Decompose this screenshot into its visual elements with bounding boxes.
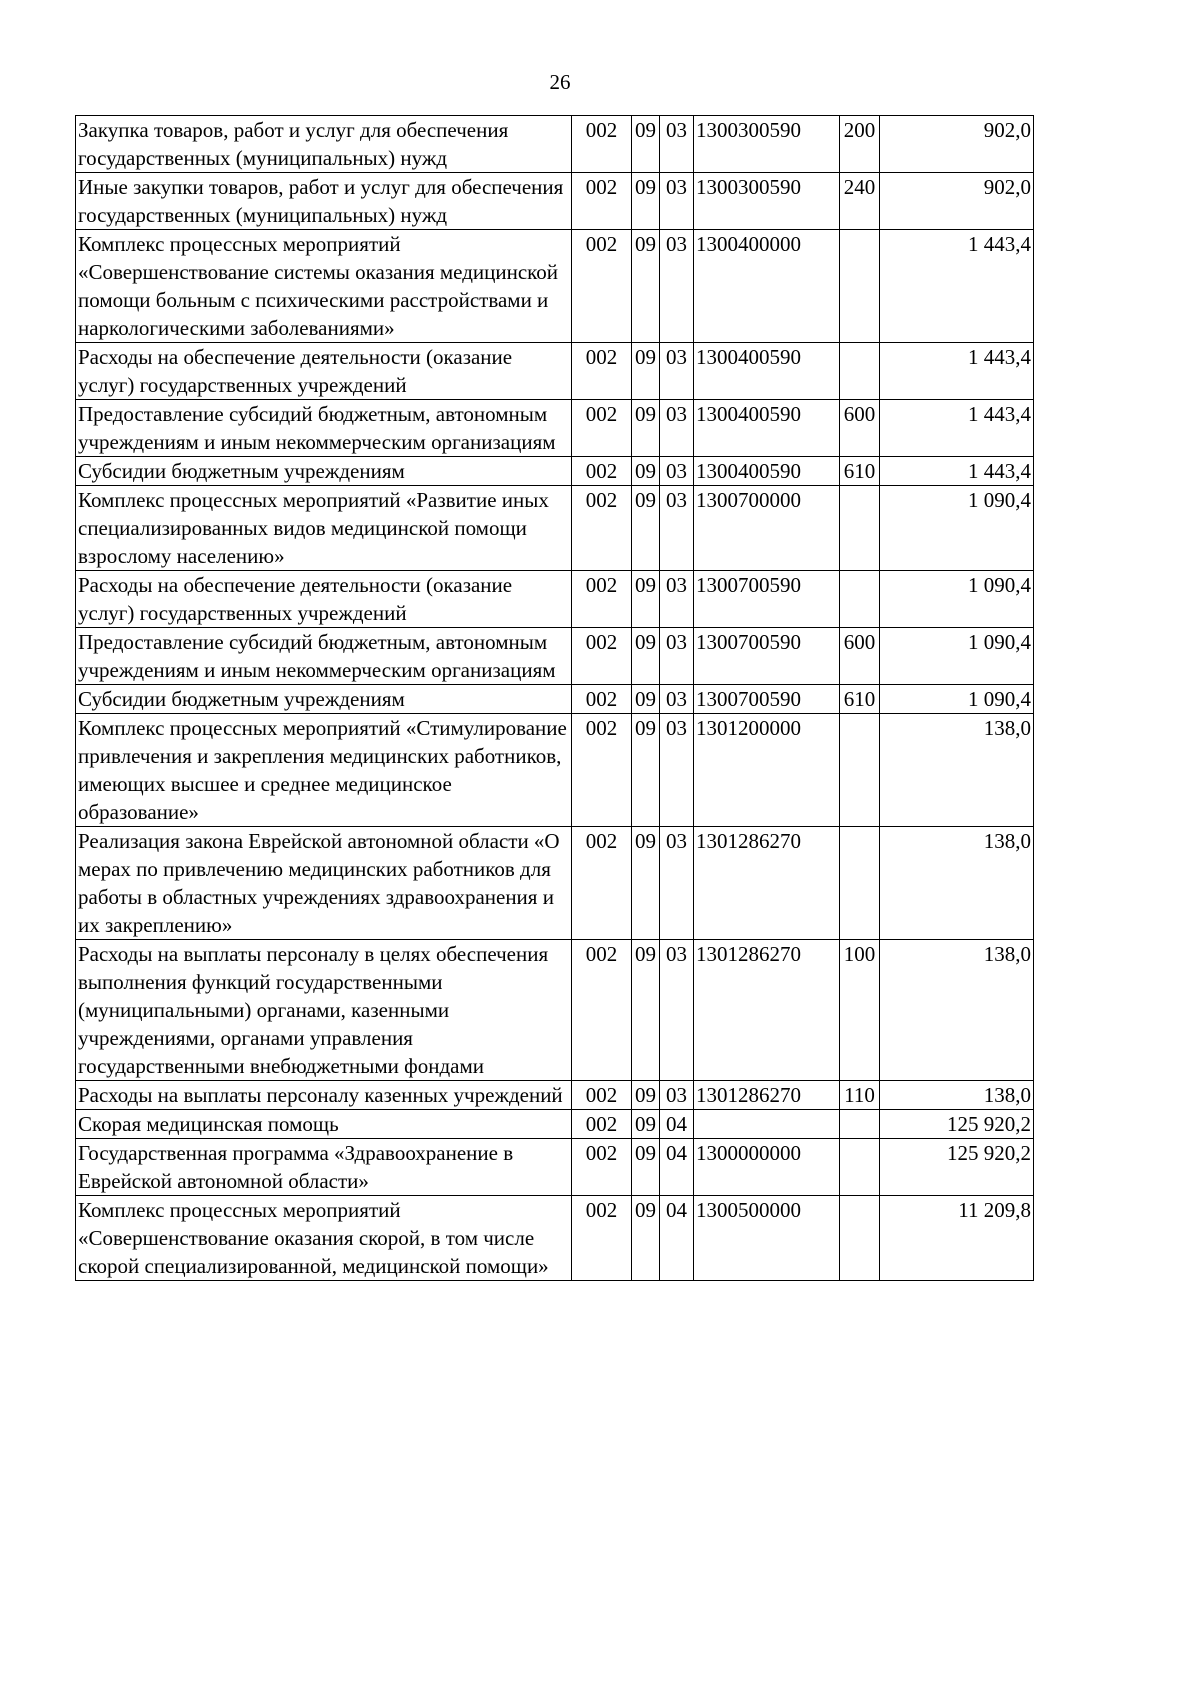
row-name: Предоставление субсидий бюджетным, автономным учреждениям и иным некоммерческим организациям [76,628,572,685]
table-row [76,230,1034,343]
expense-type-code [840,714,880,827]
amount: 1 090,4 [880,486,1034,571]
subsection-code: 03 [660,343,694,400]
table-row [76,628,1034,685]
subsection-code: 03 [660,940,694,1081]
ved-code: 002 [572,1081,632,1110]
target-article-code: 1300400000 [694,230,840,343]
ved-code: 002 [572,400,632,457]
expense-type-code: 600 [840,400,880,457]
amount: 1 443,4 [880,343,1034,400]
target-article-code: 1300700590 [694,685,840,714]
target-article-code: 1300500000 [694,1196,840,1281]
ved-code: 002 [572,685,632,714]
expense-type-code [840,571,880,628]
amount: 138,0 [880,940,1034,1081]
subsection-code: 03 [660,230,694,343]
expense-type-code: 610 [840,457,880,486]
amount: 1 090,4 [880,685,1034,714]
target-article-code: 1300700590 [694,571,840,628]
subsection-code: 03 [660,714,694,827]
ved-code: 002 [572,571,632,628]
section-code: 09 [632,714,660,827]
subsection-code: 03 [660,400,694,457]
ved-code: 002 [572,173,632,230]
amount: 902,0 [880,116,1034,173]
target-article-code: 1301286270 [694,1081,840,1110]
section-code: 09 [632,486,660,571]
target-article-code: 1300300590 [694,116,840,173]
section-code: 09 [632,400,660,457]
section-code: 09 [632,571,660,628]
amount: 1 443,4 [880,457,1034,486]
target-article-code: 1300400590 [694,457,840,486]
budget-table [75,115,1034,1281]
expense-type-code: 600 [840,628,880,685]
target-article-code: 1300400590 [694,343,840,400]
ved-code: 002 [572,1110,632,1139]
target-article-code: 1300300590 [694,173,840,230]
amount: 138,0 [880,1081,1034,1110]
subsection-code: 04 [660,1196,694,1281]
ved-code: 002 [572,827,632,940]
ved-code: 002 [572,116,632,173]
row-name: Комплекс процессных мероприятий «Совершенствование оказания скорой, в том числе скорой специализированной, медицинской помощи» [76,1196,572,1281]
ved-code: 002 [572,628,632,685]
table-row [76,685,1034,714]
subsection-code: 03 [660,457,694,486]
subsection-code: 04 [660,1139,694,1196]
ved-code: 002 [572,343,632,400]
ved-code: 002 [572,714,632,827]
ved-code: 002 [572,457,632,486]
target-article-code: 1301286270 [694,827,840,940]
target-article-code [694,1110,840,1139]
subsection-code: 03 [660,571,694,628]
target-article-code: 1300700000 [694,486,840,571]
table-row [76,1139,1034,1196]
row-name: Субсидии бюджетным учреждениям [76,457,572,486]
row-name: Расходы на выплаты персоналу казенных учреждений [76,1081,572,1110]
expense-type-code [840,1196,880,1281]
amount: 125 920,2 [880,1139,1034,1196]
expense-type-code: 200 [840,116,880,173]
section-code: 09 [632,116,660,173]
section-code: 09 [632,1196,660,1281]
subsection-code: 03 [660,628,694,685]
row-name: Расходы на обеспечение деятельности (оказание услуг) государственных учреждений [76,571,572,628]
expense-type-code [840,486,880,571]
amount: 11 209,8 [880,1196,1034,1281]
table-row [76,940,1034,1081]
expense-type-code [840,827,880,940]
section-code: 09 [632,230,660,343]
table-row [76,1110,1034,1139]
amount: 1 443,4 [880,230,1034,343]
table-row [76,173,1034,230]
table-row [76,400,1034,457]
row-name: Субсидии бюджетным учреждениям [76,685,572,714]
row-name: Скорая медицинская помощь [76,1110,572,1139]
row-name: Расходы на выплаты персоналу в целях обеспечения выполнения функций государственными (муниципальными) органами, казенными учреждениями, органами управления государственными внебюджетными фондами [76,940,572,1081]
target-article-code: 1300700590 [694,628,840,685]
subsection-code: 03 [660,1081,694,1110]
table-row [76,343,1034,400]
ved-code: 002 [572,230,632,343]
section-code: 09 [632,173,660,230]
target-article-code: 1301200000 [694,714,840,827]
row-name: Государственная программа «Здравоохранение в Еврейской автономной области» [76,1139,572,1196]
expense-type-code [840,1110,880,1139]
table-row [76,457,1034,486]
table-row [76,116,1034,173]
amount: 125 920,2 [880,1110,1034,1139]
subsection-code: 03 [660,486,694,571]
row-name: Комплекс процессных мероприятий «Стимулирование привлечения и закрепления медицинских работников, имеющих высшее и среднее медицинское образование» [76,714,572,827]
target-article-code: 1301286270 [694,940,840,1081]
section-code: 09 [632,1110,660,1139]
subsection-code: 04 [660,1110,694,1139]
target-article-code: 1300400590 [694,400,840,457]
row-name: Реализация закона Еврейской автономной области «О мерах по привлечению медицинских работников для работы в областных учреждениях здравоохранения и их закреплению» [76,827,572,940]
row-name: Комплекс процессных мероприятий «Совершенствование системы оказания медицинской помощи больным с психическими расстройствами и наркологическими заболеваниями» [76,230,572,343]
row-name: Расходы на обеспечение деятельности (оказание услуг) государственных учреждений [76,343,572,400]
expense-type-code: 240 [840,173,880,230]
table-row [76,1081,1034,1110]
row-name: Закупка товаров, работ и услуг для обеспечения государственных (муниципальных) нужд [76,116,572,173]
expense-type-code [840,343,880,400]
row-name: Комплекс процессных мероприятий «Развитие иных специализированных видов медицинской помощи взрослому населению» [76,486,572,571]
section-code: 09 [632,628,660,685]
amount: 1 090,4 [880,628,1034,685]
amount: 138,0 [880,827,1034,940]
ved-code: 002 [572,486,632,571]
ved-code: 002 [572,1196,632,1281]
section-code: 09 [632,827,660,940]
subsection-code: 03 [660,173,694,230]
amount: 138,0 [880,714,1034,827]
ved-code: 002 [572,940,632,1081]
amount: 1 443,4 [880,400,1034,457]
section-code: 09 [632,1081,660,1110]
expense-type-code [840,1139,880,1196]
amount: 902,0 [880,173,1034,230]
ved-code: 002 [572,1139,632,1196]
table-row [76,486,1034,571]
row-name: Иные закупки товаров, работ и услуг для обеспечения государственных (муниципальных) нужд [76,173,572,230]
subsection-code: 03 [660,116,694,173]
table-row [76,827,1034,940]
table-row [76,571,1034,628]
target-article-code: 1300000000 [694,1139,840,1196]
table-row [76,714,1034,827]
section-code: 09 [632,343,660,400]
page-number: 26 [549,70,571,94]
row-name: Предоставление субсидий бюджетным, автономным учреждениям и иным некоммерческим организациям [76,400,572,457]
subsection-code: 03 [660,827,694,940]
amount: 1 090,4 [880,571,1034,628]
table-row [76,1196,1034,1281]
section-code: 09 [632,1139,660,1196]
section-code: 09 [632,685,660,714]
section-code: 09 [632,940,660,1081]
subsection-code: 03 [660,685,694,714]
expense-type-code: 100 [840,940,880,1081]
expense-type-code: 110 [840,1081,880,1110]
expense-type-code [840,230,880,343]
expense-type-code: 610 [840,685,880,714]
section-code: 09 [632,457,660,486]
